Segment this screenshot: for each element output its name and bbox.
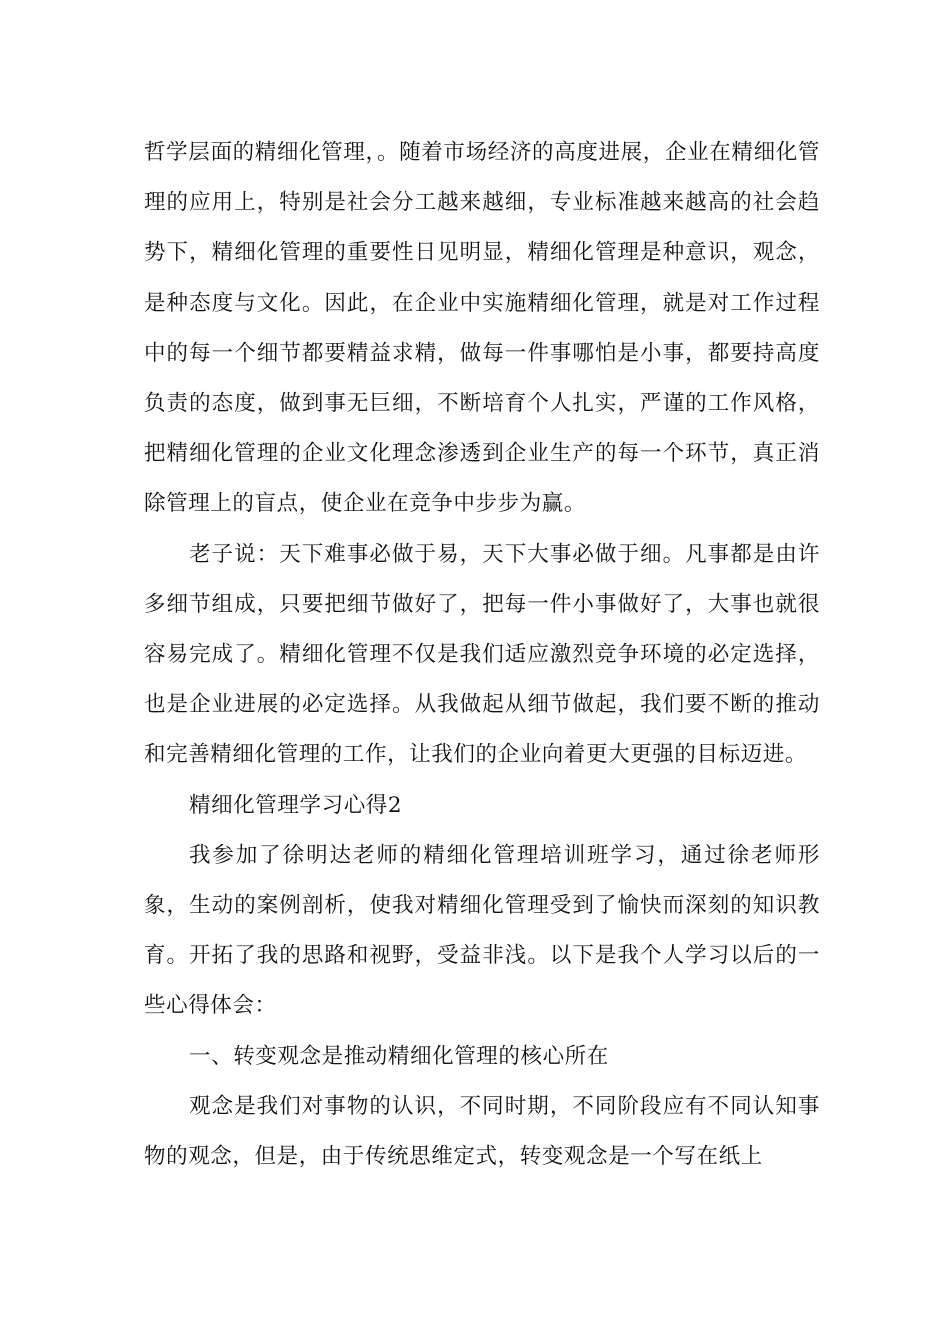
paragraph-2: 老子说：天下难事必做于易，天下大事必做于细。凡事都是由许多细节组成，只要把细节做好了，把每一件小事做好了，大事也就很容易完成了。精细化管理不仅是我们适应激烈竞争环境的必定选择，也是企业进展的必定选择。从我做起从细节做起，我们要不断的推动和完善精细化管理的工作，让我们的企业向着更大更强的目标迈进。 bbox=[144, 541, 820, 768]
section-heading: 精细化管理学习心得2 bbox=[189, 792, 403, 818]
paragraph-1: 哲学层面的精细化管理，。随着市场经济的高度进展，企业在精细化管理的应用上，特别是社会分工越来越细，专业标准越来越高的社会趋势下，精细化管理的重要性日见明显，精细化管理是种意识，观念，是种态度与文化。因此，在企业中实施精细化管理，就是对工作过程中的每一个细节都要精益求精，做每一件事哪怕是小事，都要持高度负责的态度，做到事无巨细，不断培育个人扎实，严谨的工作风格，把精细化管理的企业文化理念渗透到企业生产的每一个环节，真正消除管理上的盲点，使企业在竞争中步步为赢。 bbox=[144, 140, 820, 517]
paragraph-4: 观念是我们对事物的认识，不同时期，不同阶段应有不同认知事物的观念，但是，由于传统思维定式，转变观念是一个写在纸上 bbox=[144, 1093, 820, 1170]
document-body bbox=[144, 128, 820, 1182]
paragraph-3: 我参加了徐明达老师的精细化管理培训班学习，通过徐老师形象，生动的案例剖析，使我对精细化管理受到了愉快而深刻的知识教育。开拓了我的思路和视野，受益非浅。以下是我个人学习以后的一些心得体会： bbox=[144, 842, 820, 1019]
subsection-heading: 一、转变观念是推动精细化管理的核心所在 bbox=[189, 1043, 609, 1069]
